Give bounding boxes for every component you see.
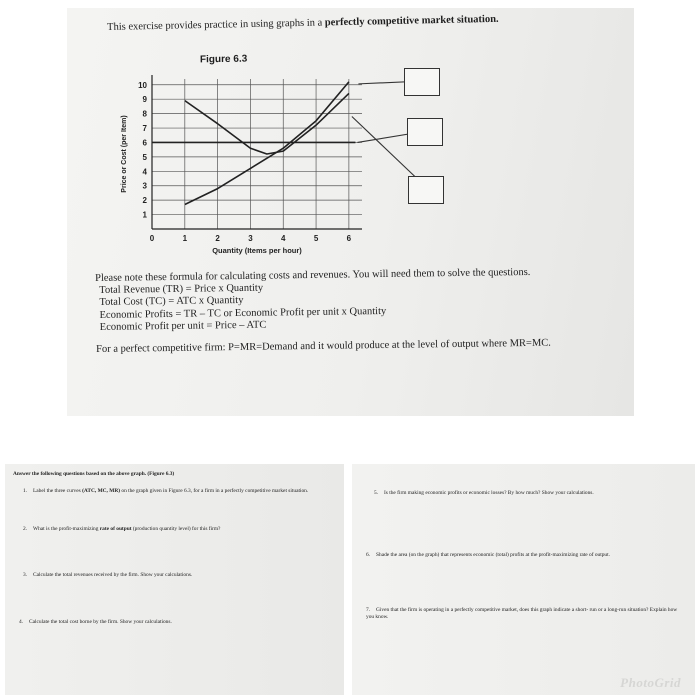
- x-tick-label: 4: [281, 234, 286, 243]
- formula-profit-per-unit: Economic Profit per unit = Price – ATC: [99, 319, 267, 333]
- question-2: [23, 526, 338, 533]
- formula-total-cost: Total Cost (TC) = ATC x Quantity: [99, 295, 244, 309]
- question-2-text-post: (production quantity level) for this firm?: [131, 526, 221, 532]
- question-4-text: Calculate the total cost borne by the firm. Show your calculations.: [29, 619, 172, 625]
- question-2-bold: rate of output: [99, 526, 132, 532]
- x-tick-label: 5: [313, 234, 319, 243]
- worksheet-photo-bottom-left: [5, 464, 344, 695]
- y-tick-label: 9: [142, 95, 147, 105]
- x-tick-label: 0: [149, 234, 155, 243]
- question-6-text: Shade the area (on the graph) that represents economic (total) profits at the profit-maximizing rate of output.: [376, 552, 610, 558]
- curve-label-box-3[interactable]: [408, 176, 444, 204]
- curve-label-box-2[interactable]: [407, 118, 443, 146]
- question-1-text-pre: Label the three curves: [33, 488, 83, 494]
- worksheet-photo-top: [67, 8, 634, 416]
- formula-economic-profits: Economic Profits = TR – TC or Economic Profit per unit x Quantity: [99, 305, 387, 321]
- question-1-text-post: on the graph given in Figure 6.3, for a firm in a perfectly competitive market situation.: [120, 488, 309, 494]
- y-tick-label: 8: [142, 109, 147, 119]
- intro-text: [107, 14, 499, 33]
- question-2-text-pre: What is the profit-maximizing: [33, 526, 100, 532]
- worksheet-photo-bottom-right: [352, 464, 695, 695]
- question-5: [374, 490, 679, 497]
- x-tick-label: 1: [182, 234, 188, 243]
- x-axis-label: Quantity (Items per hour): [212, 246, 302, 255]
- y-tick-label: 7: [142, 124, 147, 134]
- question-1-number: 1.: [23, 488, 28, 494]
- question-3-text: Calculate the total revenues received by the firm. Show your calculations.: [33, 572, 193, 578]
- intro-bold: perfectly competitive market situation.: [324, 13, 499, 29]
- y-tick-label: 6: [142, 138, 147, 148]
- question-6-number: 6.: [366, 552, 371, 558]
- question-5-number: 5.: [374, 490, 379, 496]
- formula-notes: [95, 266, 576, 356]
- y-tick-label: 5: [142, 152, 147, 162]
- question-4-number: 4.: [19, 619, 24, 625]
- question-3-number: 3.: [23, 572, 28, 578]
- question-7-text: Given that the firm is operating in a perfectly competitive market, does this graph indicate a short- run or a long-run situation? Explain how you know.: [366, 607, 678, 620]
- question-7: [366, 607, 686, 620]
- x-tick-label: 2: [215, 234, 220, 243]
- y-tick-label: 10: [138, 80, 147, 90]
- y-tick-label: 2: [142, 196, 147, 206]
- question-1-bold: (ATC, MC, MR): [82, 488, 121, 494]
- notes-intro: Please note these formula for calculating costs and revenues. You will need them to solve the questions.: [95, 266, 531, 284]
- perfect-firm-note: For a perfect competitive firm: P=MR=Demand and it would produce at the level of output where MR=MC.: [95, 337, 551, 356]
- y-tick-label: 4: [142, 167, 147, 177]
- question-2-number: 2.: [23, 526, 28, 532]
- question-6: [366, 552, 681, 559]
- formula-total-revenue: Total Revenue (TR) = Price x Quantity: [99, 282, 264, 297]
- question-1: [23, 488, 323, 495]
- question-5-text: Is the firm making economic profits or economic losses? By how much? Show your calculations.: [384, 490, 594, 496]
- y-tick-label: 3: [142, 181, 147, 191]
- questions-heading: Answer the following questions based on the above graph. (Figure 6.3): [13, 471, 175, 477]
- y-tick-label: 1: [142, 210, 147, 220]
- atc-curve: [185, 93, 349, 154]
- question-3: [23, 572, 338, 579]
- question-7-number: 7.: [366, 607, 371, 613]
- question-4: [19, 619, 334, 626]
- curve-label-box-1[interactable]: [404, 68, 440, 96]
- y-axis-label: Price or Cost (per Item): [121, 115, 128, 193]
- photogrid-watermark: PhotoGrid: [620, 675, 681, 690]
- intro-prefix: This exercise provides practice in using graphs in a: [107, 17, 325, 33]
- figure-title: Figure 6.3: [199, 53, 248, 66]
- x-tick-label: 3: [248, 234, 253, 243]
- x-tick-label: 6: [346, 234, 352, 243]
